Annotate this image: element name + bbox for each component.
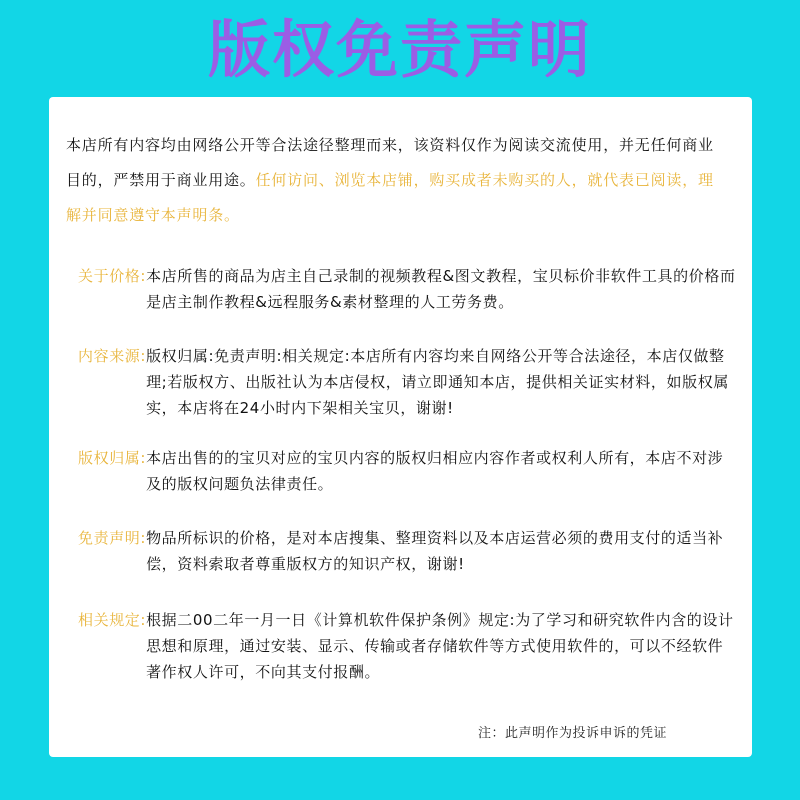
- section-text: 本店所售的商品为店主自己录制的视频教程&图文教程，宝贝标价非软件工具的价格而是店主制作教程&远程服务&素材整理的人工劳务费。: [146, 267, 736, 311]
- section-text: 根据二00二年一月一日《计算机软件保护条例》规定:为了学习和研究软件内含的设计思想和原理，通过安装、显示、传输或者存储软件等方式使用软件的，可以不经软件著作权人许可，不向其支付报酬。: [146, 611, 734, 681]
- section-text: 版权归属:免责声明:相关规定:本店所有内容均来自网络公开等合法途径，本店仅做整理;若版权方、出版社认为本店侵权，请立即通知本店，提供相关证实材料，如版权属实，本店将在24小时内下架相关宝贝，谢谢!: [146, 347, 729, 417]
- section-disclaimer: [78, 525, 738, 577]
- section-label: 关于价格:: [78, 267, 147, 285]
- section-label: 内容来源:: [78, 347, 147, 365]
- intro-highlight-text: 任何访问、浏览本店铺，购买成者未购买的人，就代表已阅读，理解并同意遵守本声明条。: [66, 171, 714, 224]
- section-label: 相关规定:: [78, 611, 147, 629]
- intro-text: 本店所有内容均由网络公开等合法途径整理而来，该资料仅作为阅读交流使用，并无任何商业目的，严禁用于商业用途。: [66, 136, 714, 189]
- section-source: [78, 343, 738, 421]
- section-text: 物品所标识的价格，是对本店搜集、整理资料以及本店运营必须的费用支付的适当补偿，资料索取者尊重版权方的知识产权，谢谢!: [146, 529, 724, 573]
- section-label: 版权归属:: [78, 449, 147, 467]
- footer-note: 注：此声明作为投诉申诉的凭证: [478, 726, 668, 741]
- section-text: 本店出售的的宝贝对应的宝贝内容的版权归相应内容作者或权利人所有，本店不对涉及的版权问题负法律责任。: [146, 449, 724, 493]
- section-regulations: [78, 607, 738, 685]
- intro-paragraph: [66, 128, 726, 233]
- section-label: 免责声明:: [78, 529, 147, 547]
- section-copyright: [78, 445, 738, 497]
- section-price: [78, 263, 738, 315]
- page-title: 版权免责声明: [207, 13, 592, 86]
